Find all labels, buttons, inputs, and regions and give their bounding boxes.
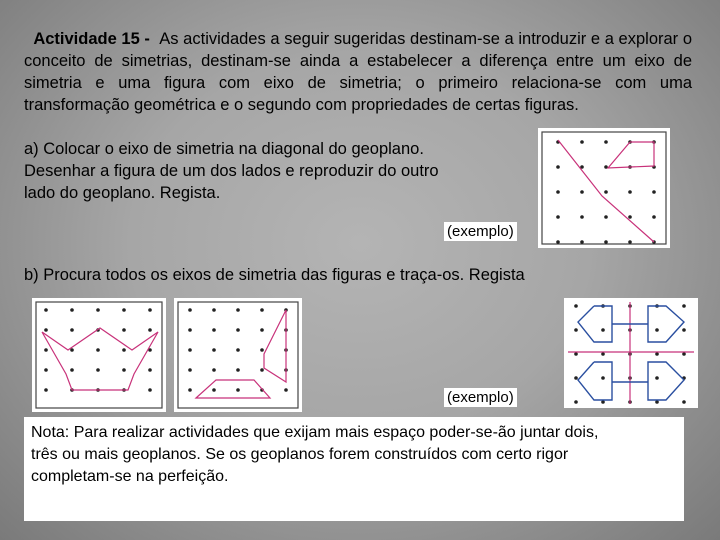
peg xyxy=(682,304,686,308)
peg xyxy=(580,140,584,144)
peg xyxy=(604,215,608,219)
peg xyxy=(574,400,578,404)
geoboard-pegs xyxy=(44,308,152,392)
top-figure xyxy=(578,306,684,342)
geoboard-diagonal-svg xyxy=(538,128,670,248)
peg xyxy=(601,400,605,404)
note-line-3: completam-se na perfeição. xyxy=(31,468,229,485)
peg xyxy=(70,368,74,372)
note-box xyxy=(24,417,684,521)
peg xyxy=(122,368,126,372)
peg xyxy=(236,388,240,392)
peg xyxy=(96,368,100,372)
peg xyxy=(682,328,686,332)
peg xyxy=(96,348,100,352)
peg xyxy=(212,388,216,392)
intro-paragraph xyxy=(24,28,692,116)
part-b-text: b) Procura todos os eixos de simetria das figuras e traça-os. Regista xyxy=(24,266,525,284)
peg xyxy=(236,348,240,352)
peg xyxy=(212,368,216,372)
peg xyxy=(628,240,632,244)
geoboard-diagonal-example xyxy=(538,128,670,248)
peg xyxy=(260,348,264,352)
bottom-figure xyxy=(578,362,684,400)
geoboard-crown-svg xyxy=(32,298,166,412)
crown-figure xyxy=(42,328,158,390)
peg xyxy=(682,352,686,356)
peg xyxy=(601,376,605,380)
peg xyxy=(628,190,632,194)
geoboard-trapezoids-svg xyxy=(174,298,302,412)
vertical-trapezoid xyxy=(264,310,286,382)
peg xyxy=(655,376,659,380)
part-a-line-3: lado do geoplano. Regista. xyxy=(24,184,221,202)
peg xyxy=(655,400,659,404)
geoboard-pegs xyxy=(188,308,288,392)
peg xyxy=(556,165,560,169)
peg xyxy=(44,368,48,372)
peg xyxy=(236,328,240,332)
peg xyxy=(580,215,584,219)
peg xyxy=(212,348,216,352)
part-a-text xyxy=(24,138,494,204)
reflected-figure xyxy=(608,142,654,168)
part-a-line-1: a) Colocar o eixo de simetria na diagonal do geoplano. xyxy=(24,140,424,158)
peg xyxy=(556,215,560,219)
peg xyxy=(188,348,192,352)
peg xyxy=(574,376,578,380)
example-label-2: (exemplo) xyxy=(444,388,517,407)
peg xyxy=(284,388,288,392)
peg xyxy=(556,190,560,194)
peg xyxy=(70,308,74,312)
peg xyxy=(148,368,152,372)
peg xyxy=(574,328,578,332)
peg xyxy=(212,308,216,312)
peg xyxy=(96,308,100,312)
peg xyxy=(188,368,192,372)
example-label-1: (exemplo) xyxy=(444,222,517,241)
peg xyxy=(682,400,686,404)
geoboard-axes-svg xyxy=(564,298,698,408)
geoboard-pegs xyxy=(556,140,656,244)
peg xyxy=(188,308,192,312)
peg xyxy=(574,352,578,356)
peg xyxy=(70,328,74,332)
peg xyxy=(44,328,48,332)
peg xyxy=(574,304,578,308)
peg xyxy=(580,190,584,194)
peg xyxy=(44,348,48,352)
peg xyxy=(148,328,152,332)
peg xyxy=(236,368,240,372)
geoboard-crown xyxy=(32,298,166,412)
activity-heading: Actividade 15 - xyxy=(33,30,150,48)
note-line-2: três ou mais geoplanos. Se os geoplanos forem construídos com certo rigor xyxy=(31,446,569,463)
peg xyxy=(604,240,608,244)
peg xyxy=(122,328,126,332)
peg xyxy=(655,328,659,332)
peg xyxy=(604,140,608,144)
peg xyxy=(601,352,605,356)
note-line-1: Nota: Para realizar actividades que exijam mais espaço poder-se-ão juntar dois, xyxy=(31,424,599,441)
geoboard-trapezoids xyxy=(174,298,302,412)
horizontal-trapezoid xyxy=(196,380,270,398)
peg xyxy=(655,352,659,356)
peg xyxy=(188,388,192,392)
intro-body: As actividades a seguir sugeridas destinam-se a introduzir e a explorar o conceito de simetrias, destinam-se ainda a estabelecer a diferença entre um eixo de simetria e uma figura com eixo de simetria; o primeiro relaciona-se com uma transformação geométrica e o segundo com propriedades de certas figuras. xyxy=(24,30,693,114)
peg xyxy=(122,308,126,312)
peg xyxy=(556,240,560,244)
part-a-line-2: Desenhar a figura de um dos lados e reproduzir do outro xyxy=(24,162,439,180)
peg xyxy=(188,328,192,332)
peg xyxy=(122,348,126,352)
peg xyxy=(212,328,216,332)
peg xyxy=(260,328,264,332)
peg xyxy=(44,388,48,392)
peg xyxy=(601,328,605,332)
peg xyxy=(44,308,48,312)
peg xyxy=(148,388,152,392)
peg xyxy=(580,240,584,244)
peg xyxy=(260,308,264,312)
peg xyxy=(628,215,632,219)
peg xyxy=(148,308,152,312)
geoboard-axes-example xyxy=(564,298,698,408)
peg xyxy=(236,308,240,312)
peg xyxy=(604,190,608,194)
peg xyxy=(652,215,656,219)
peg xyxy=(260,368,264,372)
peg xyxy=(652,190,656,194)
